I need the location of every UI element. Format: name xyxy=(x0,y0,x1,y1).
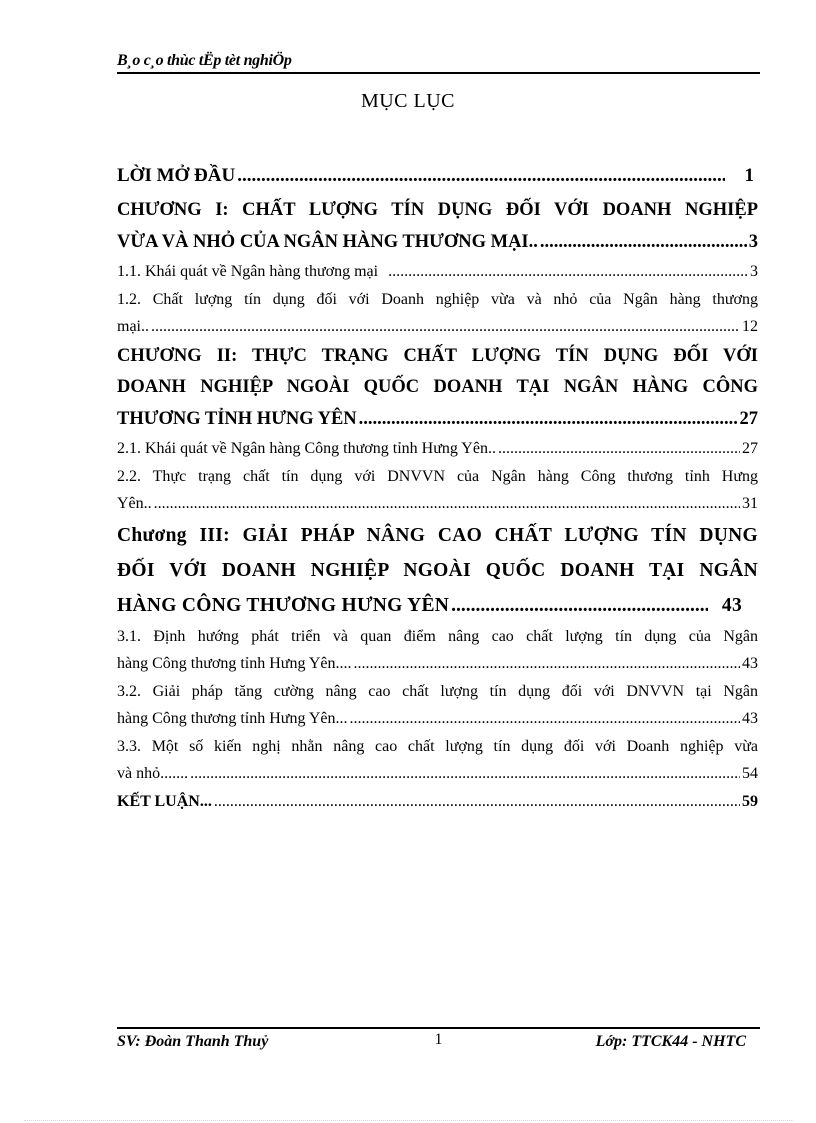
class-label: Lớp: TTCK44 - NHTC xyxy=(595,1033,746,1050)
toc-entry-label-cont: và nhỏ....... xyxy=(117,765,189,782)
toc-page-number: 1 xyxy=(744,165,754,186)
dot-leader xyxy=(154,490,740,518)
toc-entry-label: 3.1. Định hướng phát triển và quan điểm nâng cao chất lượng tín dụng của Ngân xyxy=(117,627,758,645)
toc-entry-2-1[interactable] xyxy=(117,435,758,463)
table-of-contents xyxy=(117,158,758,815)
toc-entry-label: 1.2. Chất lượng tín dụng đối với Doanh nghiệp vừa và nhỏ của Ngân hàng thương xyxy=(117,290,758,308)
toc-page-number: 3 xyxy=(748,232,758,252)
dot-leader xyxy=(540,226,747,258)
toc-entry-chapter-1[interactable] xyxy=(117,194,758,258)
toc-entry-label: 1.1. Khái quát về Ngân hàng thương mại xyxy=(117,263,379,280)
toc-entry-label: KẾT LUẬN... xyxy=(117,792,212,810)
toc-entry-label-cont: hàng Công thương tỉnh Hưng Yên.... xyxy=(117,655,352,672)
toc-entry-label: Chương III: GIẢI PHÁP NÂNG CAO CHẤT LƯỢNG TÍN DỤNG xyxy=(117,524,758,546)
toc-entry-label: CHƯƠNG II: THỰC TRẠNG CHẤT LƯỢNG TÍN DỤNG ĐỐI VỚI xyxy=(117,345,758,366)
toc-entry-label: 2.2. Thực trạng chất tín dụng với DNVVN của Ngân hàng Công thương tỉnh Hưng xyxy=(117,467,758,485)
toc-entry-label: 3.2. Giải pháp tăng cường nâng cao chất lượng tín dụng đối với DNVVN tại Ngân xyxy=(117,682,758,700)
toc-entry-3-2[interactable] xyxy=(117,678,758,733)
toc-page-number: 27 xyxy=(739,408,758,429)
toc-entry-1-1[interactable] xyxy=(117,258,758,286)
toc-entry-label-cont: HÀNG CÔNG THƯƠNG HƯNG YÊN xyxy=(117,594,450,616)
page-header xyxy=(117,48,760,74)
dot-leader xyxy=(451,588,708,623)
dot-leader xyxy=(151,313,740,341)
toc-entry-label-cont: THƯƠNG TỈNH HƯNG YÊN xyxy=(117,408,357,429)
toc-page-number: 31 xyxy=(742,495,758,512)
toc-entry-label-cont: VỪA VÀ NHỎ CỦA NGÂN HÀNG THƯƠNG MẠI.. xyxy=(117,232,538,252)
toc-page-number: 43 xyxy=(721,594,742,616)
page-footer xyxy=(117,1027,760,1059)
toc-entry-chapter-2[interactable] xyxy=(117,341,758,436)
page-number: 1 xyxy=(434,1031,443,1048)
toc-page-number: 59 xyxy=(742,792,758,810)
toc-entry-intro[interactable] xyxy=(117,158,758,194)
student-name: SV: Đoàn Thanh Thuỷ xyxy=(117,1033,269,1050)
dot-leader xyxy=(359,404,738,436)
toc-entry-label-cont: hàng Công thương tỉnh Hưng Yên... xyxy=(117,710,348,727)
toc-page-number: 43 xyxy=(742,655,758,672)
toc-entry-label-cont: DOANH NGHIỆP NGOÀI QUỐC DOANH TẠI NGÂN HÀNG CÔNG xyxy=(117,377,758,397)
dot-leader xyxy=(190,760,740,788)
dot-leader xyxy=(388,258,748,286)
toc-title: MỤC LỤC xyxy=(360,90,456,112)
toc-page-number: 12 xyxy=(742,318,758,335)
running-title: B¸o c¸o thùc tËp tèt nghiÖp xyxy=(117,52,292,69)
toc-page-number: 3 xyxy=(750,263,758,280)
toc-entry-3-1[interactable] xyxy=(117,623,758,678)
toc-entry-conclusion[interactable] xyxy=(117,788,758,816)
toc-page-number: 54 xyxy=(742,765,758,782)
toc-entry-chapter-3[interactable] xyxy=(117,518,758,623)
toc-entry-label: 3.3. Một số kiến nghị nhằn nâng cao chất lượng tín dụng đối với Doanh nghiệp vừa xyxy=(117,737,758,755)
toc-entry-label-cont: ĐỐI VỚI DOANH NGHIỆP NGOÀI QUỐC DOANH TẠI NGÂN xyxy=(117,559,758,581)
dot-leader xyxy=(350,705,740,733)
toc-entry-3-3[interactable] xyxy=(117,733,758,788)
dot-leader xyxy=(354,650,740,678)
toc-page-number: 43 xyxy=(742,710,758,727)
toc-entry-label: LỜI MỞ ĐẦU xyxy=(117,165,236,186)
dot-leader xyxy=(237,158,724,194)
toc-page-number: 27 xyxy=(742,440,758,457)
dot-leader xyxy=(214,788,740,816)
toc-entry-label: 2.1. Khái quát về Ngân hàng Công thương tỉnh Hưng Yên.. xyxy=(117,440,496,457)
toc-entry-label: CHƯƠNG I: CHẤT LƯỢNG TÍN DỤNG ĐỐI VỚI DOANH NGHIỆP xyxy=(117,200,758,220)
page-boundary-divider xyxy=(24,1120,794,1121)
toc-entry-label-cont: Yên.. xyxy=(117,495,152,512)
dot-leader xyxy=(498,435,740,463)
toc-entry-2-2[interactable] xyxy=(117,463,758,518)
toc-entry-label-cont: mại.. xyxy=(117,318,149,335)
toc-entry-1-2[interactable] xyxy=(117,286,758,341)
